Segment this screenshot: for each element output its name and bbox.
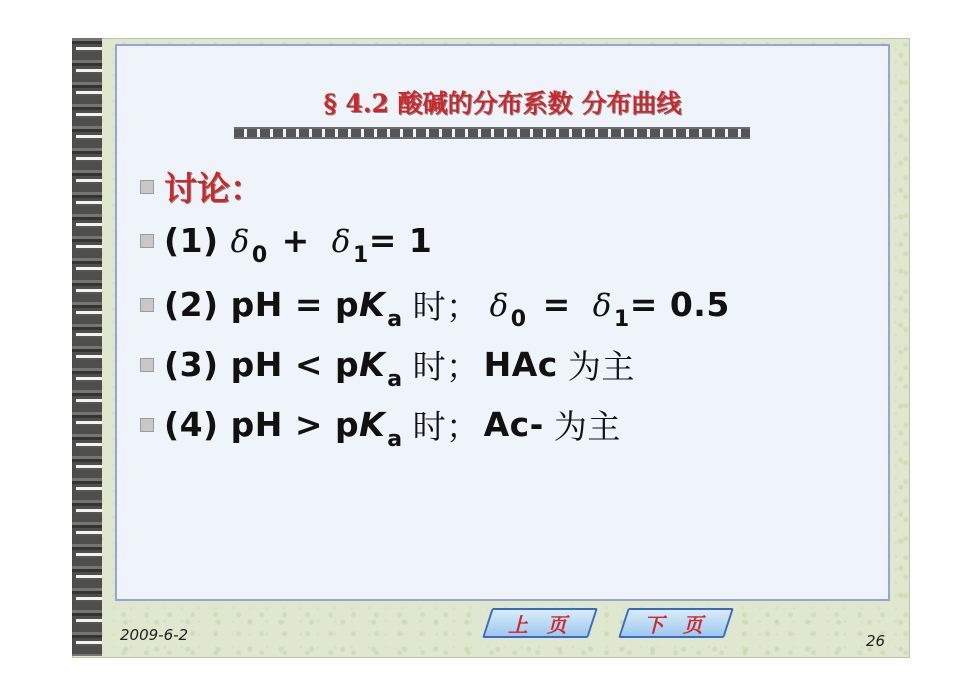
list-item [140, 163, 263, 210]
item-label: (4) [164, 405, 219, 444]
bullet-square-icon [140, 418, 154, 432]
when-text: 时； [412, 407, 480, 446]
delta-symbol: δ [489, 288, 509, 324]
operator: = [542, 285, 571, 324]
slide-title: § 4.2 酸碱的分布系数 分布曲线 [323, 89, 682, 118]
binding-rings [76, 40, 102, 652]
item-label: (3) [164, 345, 219, 384]
list-item [140, 281, 730, 332]
delta-symbol: δ [592, 288, 612, 324]
species-name: HAc [483, 345, 558, 384]
ka-symbol: K [359, 405, 386, 444]
subscript: 0 [251, 243, 268, 268]
footer-date: 2009-6-2 [120, 626, 189, 644]
ph-expression: pH < p [230, 345, 360, 384]
list-item [140, 401, 621, 452]
discussion-heading: 讨论： [164, 169, 263, 208]
when-text: 时； [412, 347, 480, 386]
list-item [140, 341, 635, 392]
bullet-square-icon [140, 234, 154, 248]
subscript: a [387, 367, 403, 392]
equation-rhs: = 1 [368, 221, 433, 260]
ph-expression: pH > p [230, 405, 360, 444]
delta-symbol: δ [331, 224, 351, 260]
bullet-square-icon [140, 180, 154, 194]
item-label: (2) [164, 285, 219, 324]
subscript: 1 [352, 243, 369, 268]
subscript: a [387, 427, 403, 452]
previous-page-button[interactable] [482, 608, 598, 638]
ka-symbol: K [359, 285, 386, 324]
bullet-square-icon [140, 298, 154, 312]
equation-rhs: = 0.5 [629, 285, 730, 324]
subscript: 1 [613, 307, 630, 332]
next-page-button[interactable] [618, 608, 734, 638]
operator: + [281, 221, 310, 260]
delta-symbol: δ [230, 224, 250, 260]
dominant-text: 为主 [553, 407, 621, 446]
bullet-square-icon [140, 358, 154, 372]
previous-page-label: 上 页 [507, 612, 573, 637]
subscript: a [387, 307, 403, 332]
list-item [140, 221, 433, 268]
ka-symbol: K [359, 345, 386, 384]
when-text: 时； [412, 287, 480, 326]
page-number: 26 [866, 632, 886, 650]
chain-divider [234, 127, 750, 139]
dominant-text: 为主 [567, 347, 635, 386]
ph-expression: pH = p [230, 285, 360, 324]
item-label: (1) [164, 221, 219, 260]
subscript: 0 [510, 307, 527, 332]
next-page-label: 下 页 [643, 612, 709, 637]
species-name: Ac- [483, 405, 544, 444]
